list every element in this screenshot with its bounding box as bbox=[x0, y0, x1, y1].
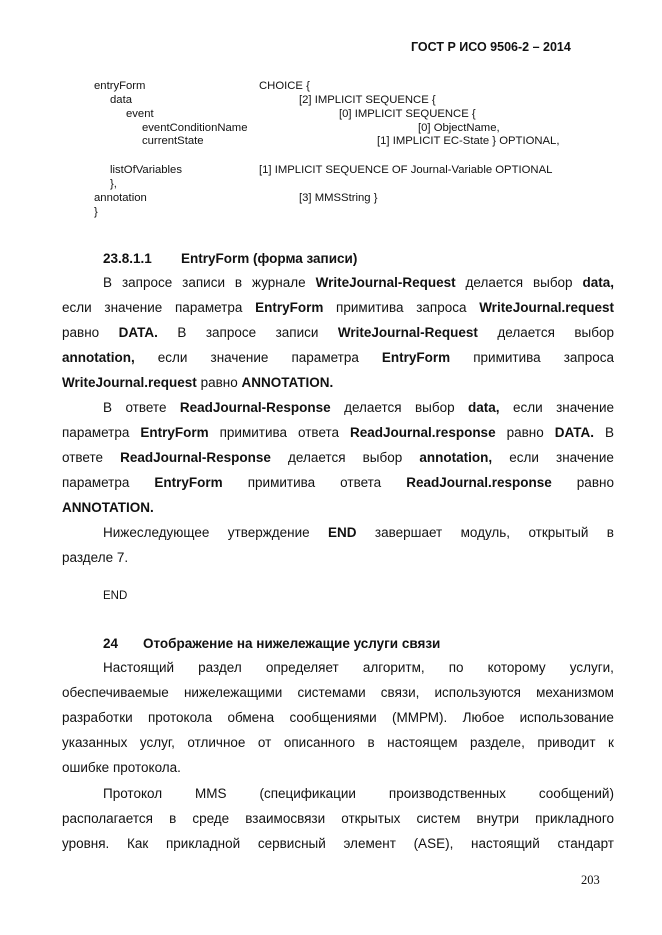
code-closing-brace: } bbox=[94, 206, 98, 218]
text-line: разделе 7. bbox=[62, 550, 129, 565]
text-line: если значение параметра EntryForm примитива запроса WriteJournal.request bbox=[62, 300, 614, 315]
code-currentstate-name: currentState bbox=[142, 135, 204, 147]
code-annotation-name: annotation bbox=[94, 192, 147, 204]
section-number: 23.8.1.1 bbox=[103, 251, 152, 266]
code-listofvariables-value: [1] IMPLICIT SEQUENCE OF Journal-Variable OPTIONAL bbox=[259, 164, 553, 176]
text-line: равно DATA. В запросе записи WriteJournal-Request делается выбор bbox=[62, 325, 614, 340]
end-statement: END bbox=[103, 590, 128, 602]
text-line: обеспечиваемые нижележащими системами связи, используются механизмом bbox=[62, 685, 614, 700]
section-title: EntryForm (форма записи) bbox=[181, 251, 358, 266]
code-listofvariables-name: listOfVariables bbox=[110, 164, 182, 176]
text-line: В запросе записи в журнале WriteJournal-Request делается выбор data, bbox=[103, 275, 614, 290]
text-line: параметра EntryForm примитива ответа ReadJournal.response равно bbox=[62, 475, 614, 490]
text-line: уровня. Как прикладной сервисный элемент (ASE), настоящий стандарт bbox=[62, 836, 614, 851]
text-line: Протокол MMS (спецификации производственных сообщений) bbox=[103, 786, 614, 801]
code-eventconditionname-value: [0] ObjectName, bbox=[418, 122, 500, 134]
code-entryform-value: CHOICE { bbox=[259, 80, 310, 92]
text-line: ошибке протокола. bbox=[62, 760, 181, 775]
text-line: В ответе ReadJournal-Response делается выбор data, если значение bbox=[103, 400, 614, 415]
text-line: разработки протокола обмена сообщениями (ММРМ). Любое использование bbox=[62, 710, 614, 725]
text-line: ANNOTATION. bbox=[62, 500, 154, 515]
code-event-name: event bbox=[126, 108, 154, 120]
code-entryform-name: entryForm bbox=[94, 80, 146, 92]
page-number: 203 bbox=[581, 873, 600, 887]
text-line: располагается в среде взаимосвязи открытых систем внутри прикладного bbox=[62, 811, 614, 826]
section-number: 24 bbox=[103, 636, 119, 651]
text-line: Нижеследующее утверждение END завершает модуль, открытый в bbox=[103, 525, 614, 540]
code-eventconditionname-name: eventConditionName bbox=[142, 122, 248, 134]
document-header: ГОСТ Р ИСО 9506-2 – 2014 bbox=[411, 40, 571, 54]
code-data-name: data bbox=[110, 94, 132, 106]
text-line: annotation, если значение параметра EntryForm примитива запроса bbox=[62, 350, 614, 365]
text-line: указанных услуг, отличное от описанного в настоящем разделе, приводит к bbox=[62, 735, 614, 750]
text-line: Настоящий раздел определяет алгоритм, по которому услуги, bbox=[103, 660, 614, 675]
code-closing-brace-comma: }, bbox=[110, 178, 117, 190]
section-title: Отображение на нижележащие услуги связи bbox=[143, 636, 441, 651]
text-line: WriteJournal.request равно ANNOTATION. bbox=[62, 375, 334, 390]
text-line: параметра EntryForm примитива ответа ReadJournal.response равно DATA. В bbox=[62, 425, 614, 440]
code-currentstate-value: [1] IMPLICIT EC-State } OPTIONAL, bbox=[377, 135, 560, 147]
code-data-value: [2] IMPLICIT SEQUENCE { bbox=[299, 94, 436, 106]
code-event-value: [0] IMPLICIT SEQUENCE { bbox=[339, 108, 476, 120]
code-annotation-value: [3] MMSString } bbox=[299, 192, 378, 204]
text-line: ответе ReadJournal-Response делается выбор annotation, если значение bbox=[62, 450, 614, 465]
